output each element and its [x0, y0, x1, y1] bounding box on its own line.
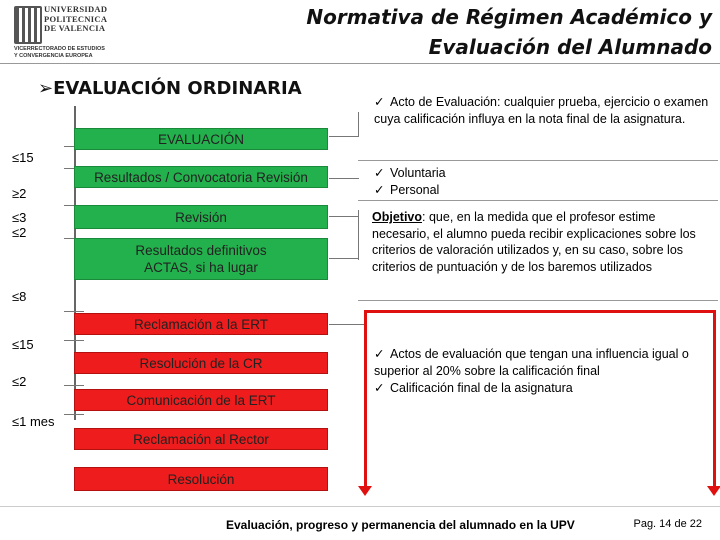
- step-resultados-convocatoria: Resultados / Convocatoria Revisión: [74, 166, 328, 188]
- timeline-label: ≤15: [12, 337, 34, 352]
- red-frame-top: [364, 310, 716, 313]
- down-arrow-icon: [707, 486, 720, 496]
- page-number: Pag. 14 de 22: [633, 518, 702, 530]
- timeline-tick: [64, 311, 84, 312]
- red-frame-left: [364, 310, 367, 490]
- panel-divider: [358, 300, 718, 301]
- logo-subtitle: VICERRECTORADO DE ESTUDIOS Y CONVERGENCIA EUROPEA: [14, 46, 105, 59]
- arrow-bullet-icon: ➢: [38, 78, 54, 99]
- note-actos: ✓ Actos de evaluación que tengan una influencia igual o superior al 20% sobre la calificación final: [374, 347, 689, 378]
- connector-line: [329, 258, 359, 259]
- connector-line: [358, 210, 359, 260]
- connector-line: [329, 216, 359, 217]
- footer-divider: [0, 506, 720, 507]
- note-objetivo: [372, 209, 702, 275]
- panel-divider: [358, 200, 718, 201]
- timeline-tick: [64, 340, 84, 341]
- note-calificacion: ✓ Calificación final de la asignatura: [374, 381, 573, 395]
- panel-divider: [358, 160, 718, 161]
- checkmark-icon: ✓: [374, 166, 385, 180]
- connector-line: [358, 112, 359, 137]
- step-reclamacion-rector: Reclamación al Rector: [74, 428, 328, 450]
- objetivo-text: : que, en la medida que el profesor estime necesario, el alumno pueda recibir explicaciones sobre los criterios de valoración utilizados y, en su caso, sobre los criterios de puntuación y de los baremos utilizados: [372, 210, 696, 274]
- logo-wordmark: UNIVERSIDAD POLITECNICA DE VALENCIA: [44, 4, 108, 33]
- connector-line: [329, 324, 364, 325]
- logo-emblem-icon: [14, 6, 42, 44]
- connector-line: [329, 136, 359, 137]
- timeline-label: ≤1 mes: [12, 414, 55, 429]
- timeline-label: ≥2: [12, 186, 27, 201]
- red-frame-right: [713, 310, 716, 490]
- checkmark-icon: ✓: [374, 347, 385, 361]
- step-revision: Revisión: [74, 205, 328, 229]
- note-personal: ✓ Personal: [374, 183, 440, 197]
- timeline-label: ≤15: [12, 150, 34, 165]
- objetivo-label: Objetivo: [372, 210, 423, 224]
- step-resolucion-cr: Resolución de la CR: [74, 352, 328, 374]
- step-reclamacion-ert: Reclamación a la ERT: [74, 313, 328, 335]
- slide-title: Normativa de Régimen Académico y Evaluación del Alumnado: [306, 5, 712, 59]
- footer-text: Evaluación, progreso y permanencia del alumnado en la UPV: [226, 518, 575, 532]
- step-resultados-definitivos: Resultados definitivos ACTAS, si ha lugar: [74, 238, 328, 280]
- step-evaluacion: EVALUACIÓN: [74, 128, 328, 150]
- timeline-label: ≤3: [12, 210, 27, 225]
- timeline-label: ≤8: [12, 289, 27, 304]
- down-arrow-icon: [358, 486, 372, 496]
- timeline-label: ≤2: [12, 225, 27, 240]
- university-logo: [6, 2, 126, 60]
- step-comunicacion-ert: Comunicación de la ERT: [74, 389, 328, 411]
- connector-line: [329, 178, 359, 179]
- step-resolucion: Resolución: [74, 467, 328, 491]
- header-divider: [0, 63, 720, 64]
- section-title: ➢EVALUACIÓN ORDINARIA: [38, 78, 302, 99]
- note-acto-evaluacion: ✓ Acto de Evaluación: cualquier prueba, ejercicio o examen cuya calificación influya en la nota final de la asignatura.: [374, 95, 709, 126]
- timeline-tick: [64, 385, 84, 386]
- checkmark-icon: ✓: [374, 95, 385, 109]
- note-voluntaria: ✓ Voluntaria: [374, 166, 446, 180]
- checkmark-icon: ✓: [374, 381, 385, 395]
- checkmark-icon: ✓: [374, 183, 385, 197]
- timeline-label: ≤2: [12, 374, 27, 389]
- timeline-tick: [64, 414, 84, 415]
